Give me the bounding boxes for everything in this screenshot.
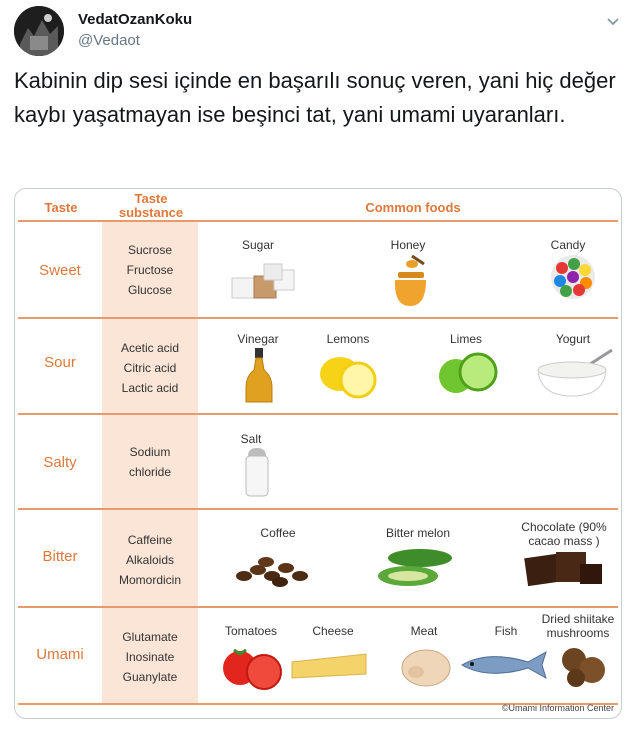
food-limes: Limes bbox=[449, 332, 482, 346]
food-meat: Meat bbox=[410, 624, 438, 638]
food-lemons: Lemons bbox=[326, 332, 370, 346]
taste-salty: Salty bbox=[43, 454, 77, 471]
substances-bitter: Caffeine Alkaloids Momordicin bbox=[118, 533, 181, 587]
chocolate-icon bbox=[522, 548, 606, 593]
food-tomatoes: Tomatoes bbox=[224, 624, 278, 638]
substances-salty: Sodium chloride bbox=[128, 445, 172, 479]
bitter-melon-icon bbox=[374, 544, 454, 595]
chevron-down-icon[interactable] bbox=[604, 12, 622, 30]
tweet-header bbox=[14, 6, 622, 58]
image-credit: ©Umami Information Center bbox=[501, 703, 614, 713]
author-name[interactable]: VedatOzanKoku bbox=[78, 11, 193, 28]
taste-umami: Umami bbox=[36, 646, 84, 663]
food-sugar: Sugar bbox=[241, 238, 275, 252]
food-shiitake: Dried shiitake mushrooms bbox=[541, 612, 615, 640]
taste-bitter: Bitter bbox=[42, 548, 78, 565]
food-chocolate: Chocolate (90% cacao mass ) bbox=[521, 520, 607, 548]
avatar[interactable] bbox=[14, 6, 64, 56]
food-coffee: Coffee bbox=[260, 526, 296, 540]
meat-icon bbox=[398, 642, 454, 695]
taste-table-image[interactable] bbox=[14, 188, 622, 719]
header-substance: Taste substance bbox=[118, 191, 184, 220]
substances-umami: Glutamate Inosinate Guanylate bbox=[122, 630, 178, 684]
taste-sweet: Sweet bbox=[39, 262, 81, 279]
substances-sweet: Sucrose Fructose Glucose bbox=[126, 243, 174, 297]
author-handle[interactable]: @Vedaot bbox=[78, 32, 140, 49]
tomato-icon bbox=[220, 644, 284, 695]
coffee-beans-icon bbox=[232, 548, 316, 593]
food-candy: Candy bbox=[550, 238, 586, 252]
vinegar-bottle-icon bbox=[244, 348, 274, 409]
shiitake-icon bbox=[558, 644, 608, 693]
tweet-text: Kabinin dip sesi içinde en başarılı sonuç veren, yani hiç değer kaybı yaşatmayan ise beşinci tat, yani umami uyaranları. bbox=[14, 68, 616, 127]
fish-icon bbox=[458, 650, 550, 685]
sugar-cubes-icon bbox=[228, 262, 298, 309]
food-salt: Salt bbox=[240, 432, 262, 446]
header-foods: Common foods bbox=[365, 200, 461, 215]
food-honey: Honey bbox=[390, 238, 426, 252]
food-vinegar: Vinegar bbox=[237, 332, 279, 346]
honey-jar-icon bbox=[390, 254, 430, 315]
lemon-icon bbox=[318, 352, 382, 405]
food-yogurt: Yogurt bbox=[555, 332, 591, 346]
food-cheese: Cheese bbox=[312, 624, 354, 638]
header-taste: Taste bbox=[44, 200, 78, 215]
yogurt-bowl-icon bbox=[534, 342, 614, 405]
substances-sour: Acetic acid Citric acid Lactic acid bbox=[120, 341, 180, 395]
salt-shaker-icon bbox=[242, 446, 272, 503]
food-fish: Fish bbox=[494, 624, 518, 638]
cheese-icon bbox=[290, 652, 370, 685]
lime-icon bbox=[436, 350, 500, 403]
food-bitter-melon: Bitter melon bbox=[385, 526, 451, 540]
candy-icon bbox=[548, 252, 598, 307]
taste-sour: Sour bbox=[44, 354, 76, 371]
